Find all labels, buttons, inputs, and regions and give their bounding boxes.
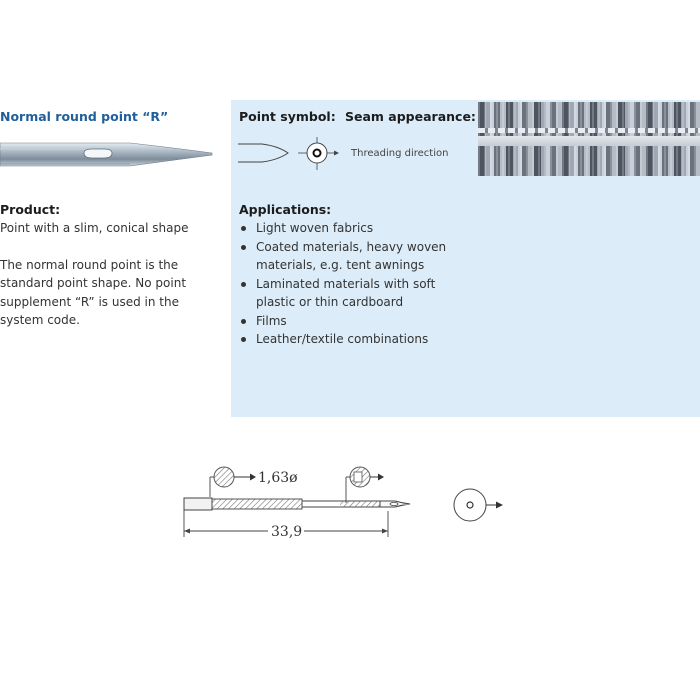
- list-item-text: Leather/textile combinations: [256, 332, 429, 346]
- needle-tip-illustration: [0, 138, 215, 172]
- needle-dimension-diagram: [180, 455, 520, 550]
- list-item-text: Laminated materials with soft: [256, 276, 436, 291]
- point-cross-section-symbol: [454, 489, 503, 521]
- diameter-label: 1,63ø: [258, 470, 298, 486]
- page-title: Normal round point “R”: [0, 109, 169, 124]
- crosshair-circle-icon: [296, 136, 342, 172]
- product-note: [0, 256, 188, 330]
- list-item-text: Light woven fabrics: [256, 221, 374, 235]
- threading-direction-label: Threading direction: [351, 148, 449, 159]
- applications-list: [239, 219, 446, 349]
- applications-section: [239, 202, 446, 349]
- bullet-icon: [241, 226, 246, 231]
- seam-fabric-image: [478, 102, 700, 176]
- product-note-line: system code.: [0, 313, 80, 327]
- needle-point-outline-icon: [238, 141, 290, 165]
- length-label: 33,9: [271, 524, 303, 540]
- product-heading: Product:: [0, 202, 61, 217]
- bullet-icon: [241, 337, 246, 342]
- bullet-icon: [241, 282, 246, 287]
- list-item-text: Films: [256, 313, 287, 328]
- list-item-text: materials, e.g. tent awnings: [256, 258, 425, 272]
- product-note-line: The normal round point is the: [0, 257, 179, 272]
- bullet-icon: [241, 245, 246, 250]
- bullet-icon: [241, 319, 246, 324]
- seam-fold-line: [478, 136, 700, 146]
- list-item: [239, 219, 446, 238]
- seam-stitch-line: [478, 128, 700, 133]
- list-item-text: Coated materials, heavy woven: [256, 239, 447, 254]
- list-item: [239, 238, 446, 275]
- point-symbol-heading: Point symbol:: [239, 109, 336, 124]
- product-section: [0, 202, 188, 330]
- shank-cross-section: [210, 467, 256, 497]
- list-item: [239, 275, 446, 312]
- list-item-text: plastic or thin cardboard: [256, 295, 404, 309]
- list-item: [239, 312, 446, 331]
- seam-appearance-heading: Seam appearance:: [345, 109, 476, 124]
- list-item: [239, 330, 446, 349]
- product-note-line: supplement “R” is used in the: [0, 294, 179, 309]
- blade-cross-section: [346, 467, 384, 503]
- product-note-line: standard point shape. No point: [0, 276, 187, 290]
- needle-body: [184, 498, 410, 510]
- product-description: Point with a slim, conical shape: [0, 221, 189, 235]
- applications-heading: Applications:: [239, 202, 332, 217]
